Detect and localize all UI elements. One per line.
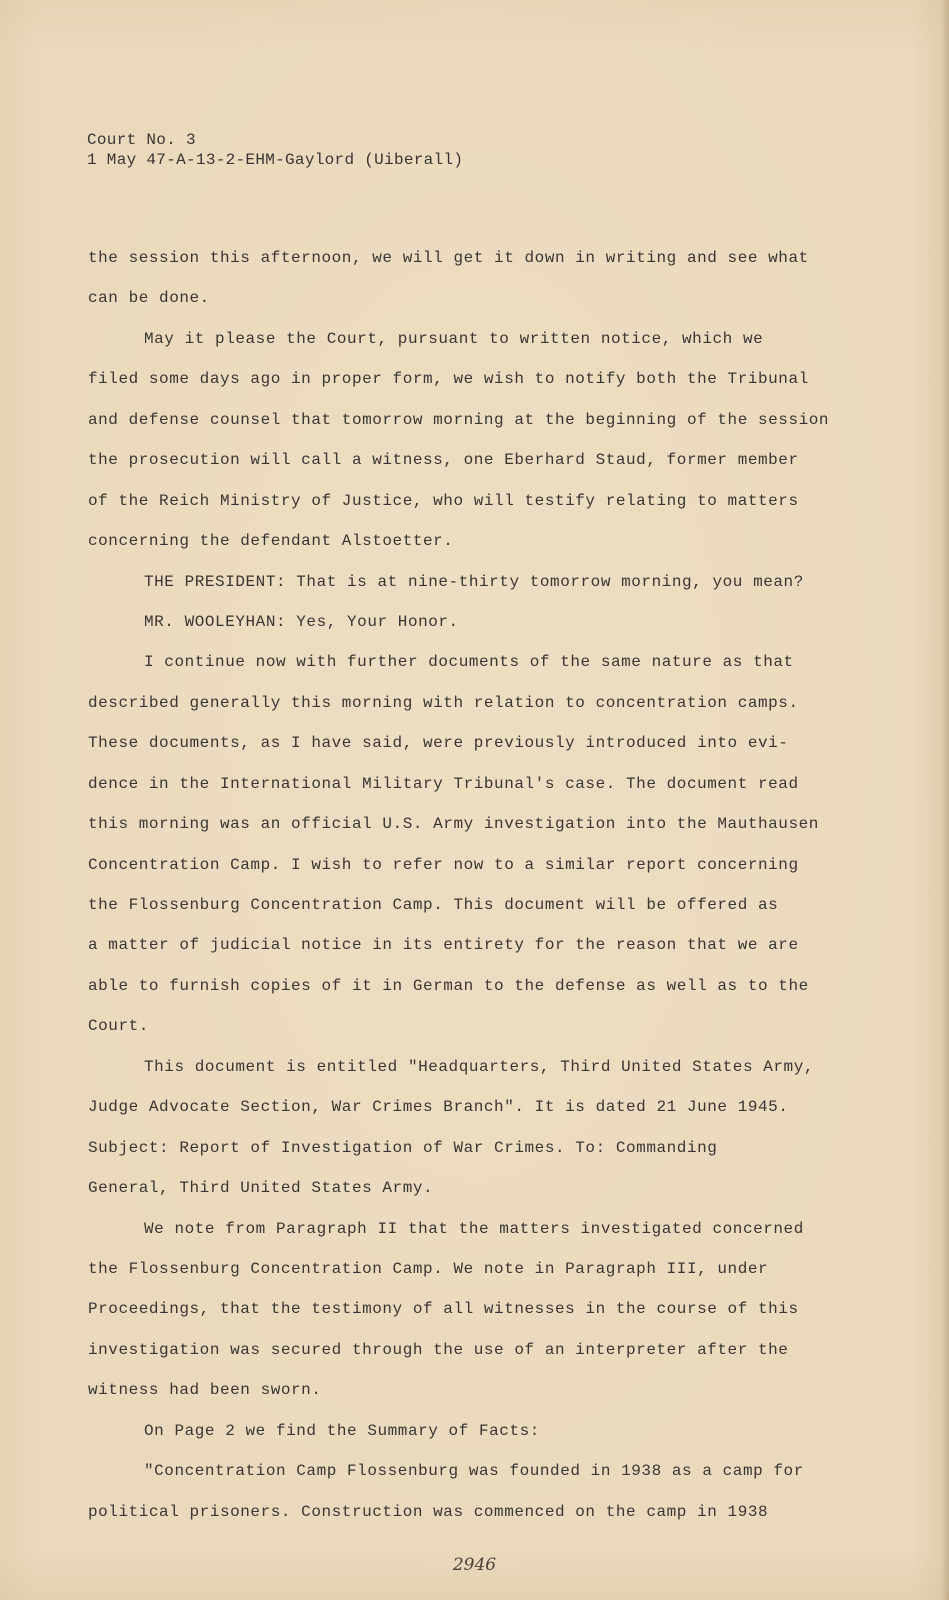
transcript-line: On Page 2 we find the Summary of Facts: [144, 1421, 540, 1440]
transcript-line: of the Reich Ministry of Justice, who will testify relating to matters [88, 491, 799, 510]
transcript-line: filed some days ago in proper form, we wish to notify both the Tribunal [88, 370, 809, 389]
transcript-line: THE PRESIDENT: That is at nine-thirty tomorrow morning, you mean? [144, 572, 804, 591]
transcript-line: May it please the Court, pursuant to written notice, which we [144, 329, 764, 348]
transcript-line: the session this afternoon, we will get it down in writing and see what [88, 249, 809, 267]
transcript-line: We note from Paragraph II that the matters investigated concerned [144, 1219, 804, 1238]
transcript-line: dence in the International Military Tribunal's case. The document read [88, 774, 799, 793]
transcript-line: a matter of judicial notice in its entirety for the reason that we are [88, 936, 799, 955]
transcript-line: witness had been sworn. [88, 1381, 322, 1400]
transcript-line: the Flossenburg Concentration Camp. This document will be offered as [88, 896, 779, 914]
transcript-line: I continue now with further documents of the same nature as that [144, 653, 794, 672]
transcript-line: Judge Advocate Section, War Crimes Branch". It is dated 21 June 1945. [88, 1098, 789, 1117]
transcript-line: can be done. [88, 289, 210, 308]
page-edge-shadow [941, 0, 949, 1600]
transcript-line: investigation was secured through the use of an interpreter after the [88, 1340, 789, 1359]
transcript-line: able to furnish copies of it in German to the defense as well as to the [88, 976, 809, 995]
transcript-line: concerning the defendant Alstoetter. [88, 532, 454, 551]
transcript-line: the prosecution will call a witness, one Eberhard Staud, former member [88, 451, 799, 470]
transcript-line: and defense counsel that tomorrow morning at the beginning of the session [88, 410, 830, 429]
document-header [87, 130, 463, 170]
transcript-line: "Concentration Camp Flossenburg was founded in 1938 as a camp for [144, 1462, 804, 1481]
transcript-line: Court. [88, 1017, 149, 1036]
transcript-line: the Flossenburg Concentration Camp. We note in Paragraph III, under [88, 1259, 769, 1278]
transcript-line: Proceedings, that the testimony of all witnesses in the course of this [88, 1300, 799, 1319]
transcript-line: MR. WOOLEYHAN: Yes, Your Honor. [144, 612, 459, 631]
court-number: Court No. 3 [87, 131, 196, 149]
transcript-line: General, Third United States Army. [88, 1179, 434, 1198]
session-identifier: 1 May 47-A-13-2-EHM-Gaylord (Uiberall) [87, 151, 464, 169]
transcript-line: Concentration Camp. I wish to refer now to a similar report concerning [88, 855, 799, 874]
transcript-line: Subject: Report of Investigation of War Crimes. To: Commanding [88, 1138, 718, 1157]
transcript-body [88, 246, 828, 1540]
transcript-line: This document is entitled "Headquarters, Third United States Army, [144, 1057, 815, 1076]
page-number: 2946 [452, 1555, 497, 1575]
transcript-line: These documents, as I have said, were previously introduced into evi- [88, 734, 789, 753]
transcript-line: political prisoners. Construction was commenced on the camp in 1938 [88, 1502, 769, 1521]
transcript-line: described generally this morning with relation to concentration camps. [88, 693, 799, 712]
transcript-line: this morning was an official U.S. Army investigation into the Mauthausen [88, 815, 819, 834]
